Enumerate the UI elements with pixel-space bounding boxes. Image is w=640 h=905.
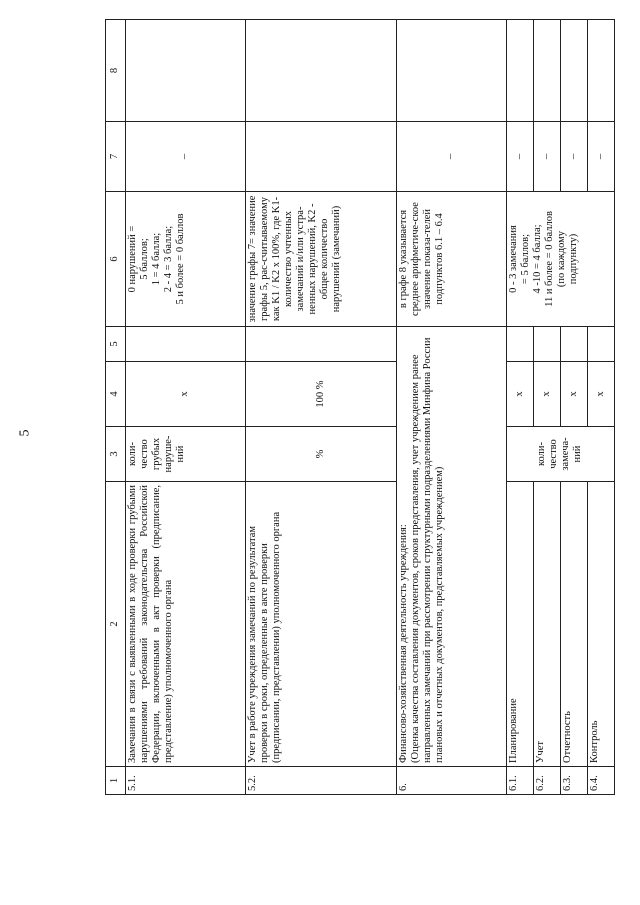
row-target: x xyxy=(560,362,587,427)
header-col-8: 8 xyxy=(106,20,126,122)
header-col-3: 3 xyxy=(106,427,126,482)
row-unit: коли- чество грубых наруше- ний xyxy=(125,427,245,482)
row-col7 xyxy=(245,122,396,192)
header-col-6: 6 xyxy=(106,192,126,327)
table-row xyxy=(533,20,560,795)
rotated-table-area xyxy=(105,20,615,795)
row-col8 xyxy=(506,20,533,122)
row-number: 5.1. xyxy=(125,767,245,795)
row-col8 xyxy=(533,20,560,122)
row-target: x xyxy=(587,362,614,427)
row-description: Учет xyxy=(533,482,560,767)
header-row xyxy=(106,20,126,795)
row-target: x xyxy=(125,362,245,427)
table-row xyxy=(560,20,587,795)
row-number: 6. xyxy=(396,767,506,795)
row-col8 xyxy=(245,20,396,122)
row-col7: – xyxy=(587,122,614,192)
row-number: 6.2. xyxy=(533,767,560,795)
row-description: Замечания в связи с выявленными в ходе проверки грубыми нарушениями требований законодательства Российской Федерации, включенными в акт проверки (предписание, представление) уполномоченного органа xyxy=(125,482,245,767)
header-col-7: 7 xyxy=(106,122,126,192)
criteria-table xyxy=(105,19,615,795)
row-col7: – xyxy=(506,122,533,192)
row-col7: – xyxy=(396,122,506,192)
row-col5 xyxy=(125,327,245,362)
row-unit: % xyxy=(245,427,396,482)
table-row xyxy=(245,20,396,795)
table-row xyxy=(125,20,245,795)
row-col7: – xyxy=(125,122,245,192)
row-col5 xyxy=(245,327,396,362)
header-col-5: 5 xyxy=(106,327,126,362)
row-description: Контроль xyxy=(587,482,614,767)
row-method: 0 нарушений = 5 баллов; 1 = 4 балла; 2 - 4 = 3 балла; 5 и более = 0 баллов xyxy=(125,192,245,327)
row-col5 xyxy=(560,327,587,362)
table-row xyxy=(587,20,614,795)
row-method: значение графы 7= значение графы 5, рас-считываемому как K1 / K2 x 100%, где K1- количество учтенных замечаний и/или устра-ненных нарушений, K2 - общее количество нарушений (замечаний) xyxy=(245,192,396,327)
header-col-4: 4 xyxy=(106,362,126,427)
row-target: x xyxy=(506,362,533,427)
row-col7: – xyxy=(560,122,587,192)
row-description: Отчетность xyxy=(560,482,587,767)
row-number: 6.3. xyxy=(560,767,587,795)
row-col7: – xyxy=(533,122,560,192)
header-col-1: 1 xyxy=(106,767,126,795)
row-number: 5.2. xyxy=(245,767,396,795)
row-description: Финансово-хозяйственная деятельность учреждения: (Оценка качества составления документов, сроков представления, учет учреждением ранее направленных замечаний при рассмотрении структурными подразделениями Минфина России плановых и отчетных документов, представляемых учреждением) xyxy=(396,327,506,767)
row-col5 xyxy=(587,327,614,362)
row-col8 xyxy=(587,20,614,122)
row-col8 xyxy=(396,20,506,122)
row-col5 xyxy=(533,327,560,362)
row-col8 xyxy=(125,20,245,122)
row-description: Учет в работе учреждения замечаний по результатам проверки в сроки, определенные в акте проверки (предписании, представлении) уполномоченного органа xyxy=(245,482,396,767)
table-row xyxy=(396,20,506,795)
row-number: 6.1. xyxy=(506,767,533,795)
row-description: Планирование xyxy=(506,482,533,767)
page-number: 5 xyxy=(17,429,33,437)
row-number: 6.4. xyxy=(587,767,614,795)
row-target: x xyxy=(533,362,560,427)
row-col8 xyxy=(560,20,587,122)
row-method: в графе 8 указывается среднее арифметиче-ское значение показа-телей подпунктов 6.1 – 6.4 xyxy=(396,192,506,327)
row-unit: коли- чество замеча- ний xyxy=(506,427,615,482)
header-col-2: 2 xyxy=(106,482,126,767)
table-row xyxy=(506,20,533,795)
row-col5 xyxy=(506,327,533,362)
row-method: 0 - 3 замечания = 5 баллов; 4 -10 = 4 балла; 11 и более = 0 баллов (по каждому подпункту) xyxy=(506,192,615,327)
row-target: 100 % xyxy=(245,362,396,427)
